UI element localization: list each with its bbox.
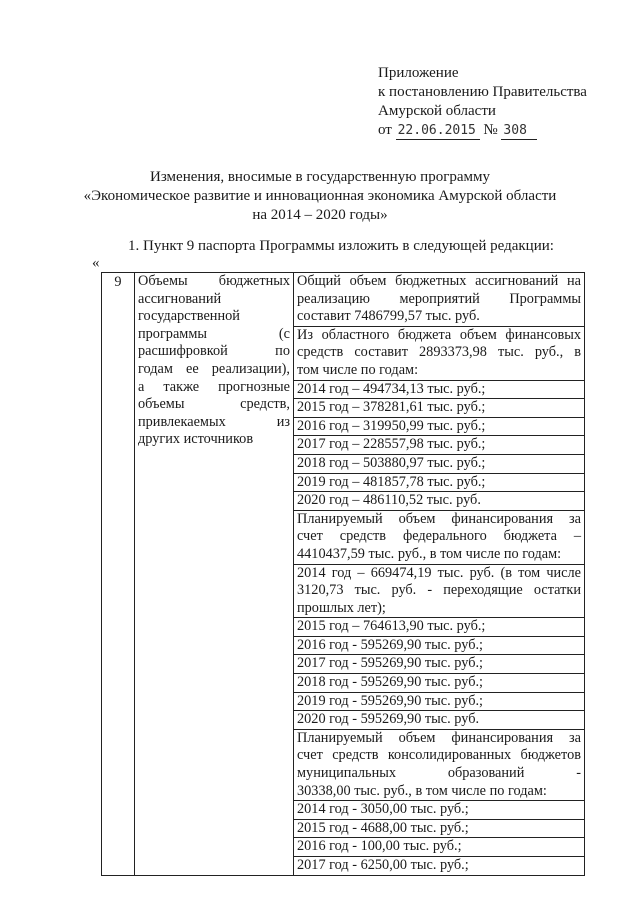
name-line: ассигнований — [138, 290, 222, 307]
number-value: 308 — [501, 123, 537, 140]
name-line: программы (с — [138, 325, 290, 342]
description-line: реализацию мероприятий Программы — [297, 290, 581, 307]
heading-line-1: Изменения, вносимые в государственную программу — [150, 169, 490, 185]
instruction-text: 1. Пункт 9 паспорта Программы изложить в следующей редакции: — [128, 238, 554, 254]
description-line: 2014 год - 3050,00 тыс. руб.; — [294, 801, 584, 820]
heading-line-3: на 2014 – 2020 годы» — [252, 207, 388, 223]
item-name-cell — [135, 273, 294, 876]
opening-quote: « — [92, 255, 100, 271]
name-line: годам ее реализации), — [138, 360, 290, 377]
description-line: 2015 год – 764613,90 тыс. руб.; — [294, 618, 584, 637]
date-prefix: от — [378, 122, 392, 138]
name-line: привлекаемых из — [138, 413, 290, 430]
passport-table — [101, 272, 585, 876]
name-line: объемы средств, — [138, 396, 290, 413]
description-line: 2015 год – 378281,61 тыс. руб.; — [294, 399, 584, 418]
appendix-block — [378, 64, 628, 140]
description-line: 2017 год - 595269,90 тыс. руб.; — [294, 655, 584, 674]
table-row — [102, 273, 585, 876]
description-line: 2020 год - 595269,90 тыс. руб. — [294, 711, 584, 730]
description-line: 2015 год - 4688,00 тыс. руб.; — [294, 820, 584, 839]
name-line: а также прогнозные — [138, 378, 290, 395]
appendix-line-2: Амурской области — [378, 103, 496, 119]
appendix-line-1: к постановлению Правительства — [378, 84, 587, 100]
name-line: расшифровкой по — [138, 343, 290, 360]
description-line: 4410437,59 тыс. руб., в том числе по годам: — [294, 546, 584, 565]
name-line: Объемы бюджетных — [138, 273, 290, 289]
description-line: 2014 год – 494734,13 тыс. руб.; — [294, 381, 584, 400]
description-line: счет средств консолидированных бюджетов — [297, 747, 581, 764]
description-line: Планируемый объем финансирования за — [297, 729, 581, 746]
row-number-cell: 9 — [102, 273, 135, 876]
name-line: других источников — [138, 431, 254, 448]
description-line: 2017 год – 228557,98 тыс. руб.; — [294, 436, 584, 455]
description-line: 2016 год – 319950,99 тыс. руб.; — [294, 418, 584, 437]
description-line: Из областного бюджета объем финансовых — [297, 326, 581, 343]
name-line: государственной — [138, 308, 240, 325]
description-line: составит 7486799,57 тыс. руб. — [294, 308, 584, 327]
description-line: средств составит 2893373,98 тыс. руб., в — [297, 344, 581, 361]
description-line: том числе по годам: — [294, 362, 584, 381]
heading-line-2: «Экономическое развитие и инновационная экономика Амурской области — [83, 188, 557, 204]
description-line: 2016 год - 100,00 тыс. руб.; — [294, 838, 584, 857]
description-line: 2018 год - 595269,90 тыс. руб.; — [294, 674, 584, 693]
description-line: счет средств федерального бюджета – — [297, 528, 581, 545]
description-line: Общий объем бюджетных ассигнований на — [297, 273, 581, 289]
description-line: Планируемый объем финансирования за — [297, 510, 581, 527]
description-line: 2019 год - 595269,90 тыс. руб.; — [294, 693, 584, 712]
appendix-title: Приложение — [378, 65, 459, 81]
description-line: 2017 год - 6250,00 тыс. руб.; — [297, 857, 469, 873]
description-line: 2016 год - 595269,90 тыс. руб.; — [294, 637, 584, 656]
description-line: 2020 год – 486110,52 тыс. руб. — [294, 492, 584, 511]
description-line: 3120,73 тыс. руб. - переходящие остатки — [297, 582, 581, 599]
item-description-cell — [294, 273, 585, 876]
date-value: 22.06.2015 — [396, 123, 480, 140]
document-heading — [60, 168, 580, 225]
appendix-date-line — [378, 121, 628, 140]
number-prefix: № — [483, 122, 498, 138]
description-line: 2019 год – 481857,78 тыс. руб.; — [294, 474, 584, 493]
description-line: муниципальных образований - — [297, 765, 581, 782]
description-line: 30338,00 тыс. руб., в том числе по годам: — [294, 783, 584, 802]
description-line: 2014 год – 669474,19 тыс. руб. (в том числе — [297, 564, 581, 581]
description-line: прошлых лет); — [294, 600, 584, 619]
description-line: 2018 год – 503880,97 тыс. руб.; — [294, 455, 584, 474]
